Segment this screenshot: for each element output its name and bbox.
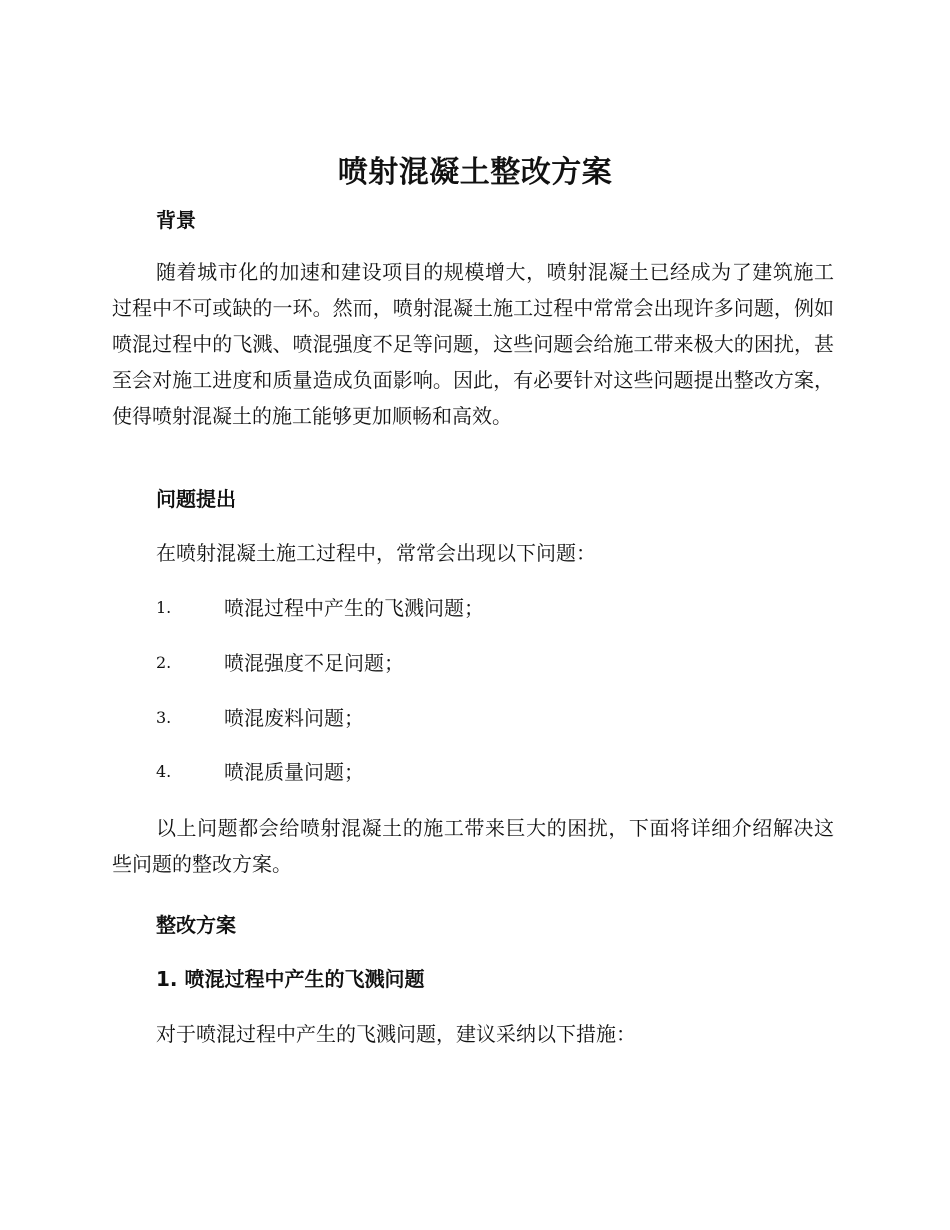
list-item-number: 1. (156, 598, 172, 617)
document-title: 喷射混凝土整改方案 (337, 155, 613, 190)
problems-conclusion: 以上问题都会给喷射混凝土的施工带来巨大的困扰，下面将详细介绍解决这些问题的整改方案。 (112, 816, 834, 876)
list-item-text: 喷混质量问题； (224, 760, 364, 784)
section-heading-background: 背景 (156, 208, 196, 232)
solutions-intro: 对于喷混过程中产生的飞溅问题，建议采纳以下措施： (156, 1022, 636, 1046)
background-paragraph: 随着城市化的加速和建设项目的规模增大，喷射混凝土已经成为了建筑施工过程中不可或缺的一环。然而，喷射混凝土施工过程中常常会出现许多问题，例如喷混过程中的飞溅、喷混强度不足等问题，这些问题会给施工带来极大的困扰，甚至会对施工进度和质量造成负面影响。因此，有必要针对这些问题提出整改方案，使得喷射混凝土的施工能够更加顺畅和高效。 (112, 260, 834, 428)
section-heading-problems: 问题提出 (156, 487, 236, 511)
solution-subheading: 1. 喷混过程中产生的飞溅问题 (156, 967, 425, 991)
problems-intro: 在喷射混凝土施工过程中，常常会出现以下问题： (156, 541, 596, 565)
list-item-number: 4. (156, 762, 172, 781)
list-item-number: 3. (156, 708, 172, 727)
list-item-text: 喷混强度不足问题； (224, 651, 404, 675)
list-item-text: 喷混废料问题； (224, 706, 364, 730)
section-heading-solutions: 整改方案 (156, 913, 236, 937)
list-item-text: 喷混过程中产生的飞溅问题； (224, 596, 484, 620)
list-item-number: 2. (156, 653, 172, 672)
